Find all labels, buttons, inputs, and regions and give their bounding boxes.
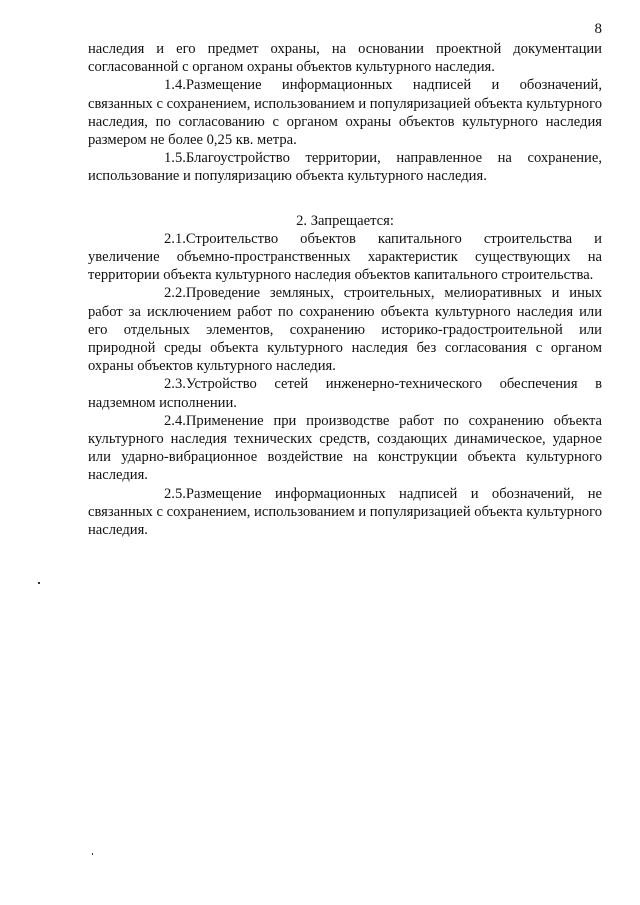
item-1-4 (88, 76, 602, 149)
item-number: 2.2. (164, 285, 186, 302)
item-number: 2.5. (164, 485, 186, 502)
item-2-3 (88, 375, 602, 411)
item-number: 2.3. (164, 376, 186, 393)
scan-speck (38, 582, 40, 584)
paragraph-text: наследия и его предмет охраны, на основании проектной документации согласованной с органом охраны объектов культурного наследия. (88, 41, 602, 76)
item-2-5 (88, 485, 602, 540)
item-number: 1.5. (164, 150, 186, 167)
scan-speck (92, 853, 93, 855)
item-text: Благоустройство территории, направленное на сохранение, использование и популяризацию объекта культурного наследия. (88, 150, 602, 185)
item-2-2 (88, 284, 602, 375)
item-number: 1.4. (164, 77, 186, 94)
section-heading: 2. Запрещается: (296, 212, 394, 229)
page-number: 8 (594, 21, 602, 37)
continuation-paragraph (88, 40, 602, 76)
item-2-1 (88, 230, 602, 285)
item-number: 2.4. (164, 412, 186, 429)
item-text: Проведение земляных, строительных, мелиоративных и иных работ за исключением работ по сохранению объекта культурного наследия или его отдельных элементов, сохранению историко-градостроительной или природной среды объекта культурного наследия без согласования с органом охраны объектов культурного наследия. (88, 285, 602, 375)
item-1-5 (88, 149, 602, 185)
item-text: Размещение информационных надписей и обозначений, не связанных с сохранением, использованием и популяризацией объекта культурного наследия. (88, 485, 602, 539)
item-text: Размещение информационных надписей и обозначений, связанных с сохранением, использованием и популяризацией объекта культурного наследия, по согласованию с органом охраны объектов культурного наследия размером не более 0,25 кв. метра. (88, 77, 602, 149)
item-text: Строительство объектов капитального строительства и увеличение объемно-пространственных характеристик существующих на территории объекта культурного наследия объектов капитального строительства. (88, 230, 602, 284)
item-number: 2.1. (164, 230, 186, 247)
document-body (88, 40, 602, 539)
item-2-4 (88, 412, 602, 485)
item-text: Устройство сетей инженерно-технического обеспечения в надземном исполнении. (88, 376, 602, 411)
item-text: Применение при производстве работ по сохранению объекта культурного наследия технических средств, создающих динамическое, ударное или ударно-вибрационное воздействие на конструкции объекта культурного наследия. (88, 412, 602, 484)
